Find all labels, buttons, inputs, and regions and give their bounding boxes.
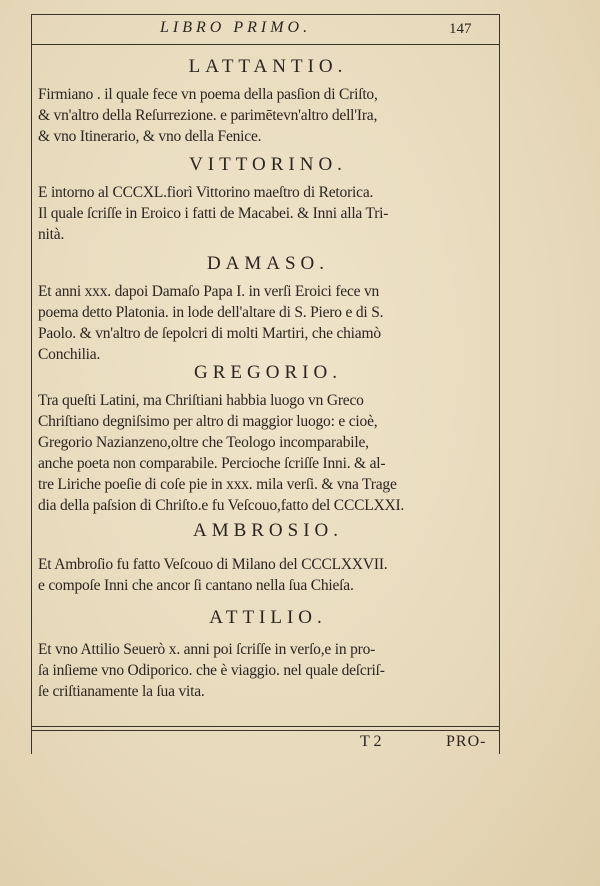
section-heading: AMBROSIO. [192, 520, 344, 541]
frame-right-rule [499, 14, 500, 754]
text-line: tre Liriche poeſie di coſe pie in xxx. mila verſi. & vna Trage [38, 476, 397, 493]
text-line: Et anni xxx. dapoi Damaſo Papa I. in verſi Eroici fece vn [38, 283, 380, 300]
text-line: & vno Itinerario, & vno della Fenice. [38, 128, 262, 145]
text-line: Il quale ſcriſſe in Eroico i fatti de Macabei. & Inni alla Tri- [38, 205, 389, 222]
section-heading: VITTORINO. [189, 154, 347, 175]
text-line: ſa inſieme vno Odiporico. che è viaggio. nel quale deſcriſ- [38, 662, 385, 679]
section-heading: DAMASO. [206, 253, 330, 274]
text-line: & vn'altro della Reſurrezione. e parimētevn'altro dell'Ira, [38, 107, 378, 124]
text-line: dia della paſsion di Chriſto.e fu Veſcouo,fatto del CCCLXXI. [38, 497, 405, 514]
header-top-rule [31, 14, 500, 15]
text-line: E intorno al CCCXL.fiorì Vittorino maeſtro di Retorica. [38, 184, 374, 201]
section-attilio [38, 605, 498, 702]
text-line: ſe criſtianamente la ſua vita. [38, 683, 205, 700]
text-line: Et Ambroſio fu fatto Veſcouo di Milano del CCCLXXVII. [38, 556, 388, 573]
section-heading: GREGORIO. [194, 362, 342, 383]
text-line: Tra queſti Latini, ma Chriſtiani habbia luogo vn Greco [38, 392, 364, 409]
frame-left-rule [31, 14, 32, 754]
section-heading: ATTILIO. [209, 607, 327, 628]
text-line: e compoſe Inni che ancor ſi cantano nella ſua Chieſa. [38, 577, 354, 594]
section-lattantio [38, 54, 498, 152]
text-line: Et vno Attilio Seuerò x. anni poi ſcriſſe in verſo,e in pro- [38, 641, 376, 658]
text-line: Firmiano . il quale fece vn poema della pasſion di Criſto, [38, 86, 378, 103]
page-content [38, 54, 498, 702]
running-head: LIBRO PRIMO. [160, 19, 312, 36]
text-line: Chriſtiano degniſsimo per altro di maggior luogo: e cioè, [38, 413, 378, 430]
section-damaso [38, 251, 498, 363]
catchword: PRO- [446, 733, 487, 750]
text-line: nità. [38, 226, 65, 243]
section-vittorino [38, 152, 498, 251]
text-line: Gregorio Nazianzeno,oltre che Teologo incomparabile, [38, 434, 369, 451]
section-gregorio [38, 360, 498, 518]
text-line: poema detto Platonia. in lode dell'altare di S. Piero e di S. [38, 304, 384, 321]
text-line: anche poeta non comparabile. Percioche ſcriſſe Inni. & al- [38, 455, 386, 472]
signature-mark: T 2 [360, 733, 382, 750]
section-heading: LATTANTIO. [188, 56, 348, 77]
section-ambrosio [38, 518, 498, 605]
header-bottom-rule [31, 44, 500, 45]
footer-top-rule [31, 726, 500, 727]
page-number: 147 [449, 21, 472, 37]
page-footer [38, 733, 498, 753]
text-line: Paolo. & vn'altro de ſepolcri di molti Martiri, che chiamò [38, 325, 381, 342]
text-line: Conchilia. [38, 346, 101, 363]
footer-second-rule [31, 730, 500, 731]
